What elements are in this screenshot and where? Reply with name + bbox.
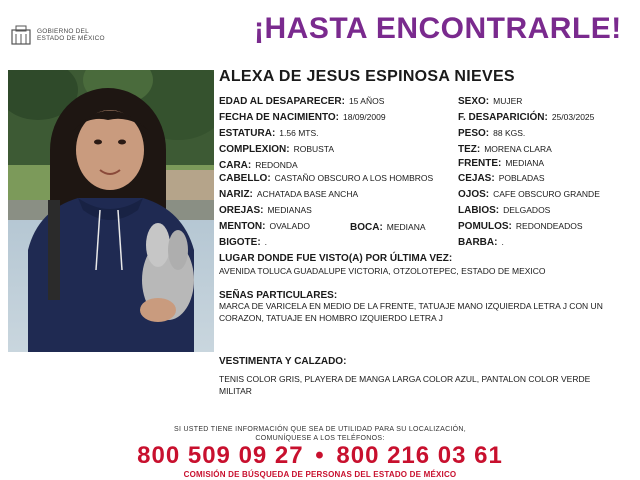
headline: ¡HASTA ENCONTRARLE! (254, 12, 622, 45)
field-edad (219, 96, 384, 107)
field-value: MUJER (493, 96, 523, 106)
field-value: MEDIANA (505, 158, 545, 168)
field-cejas (458, 173, 545, 184)
phone-numbers (0, 442, 640, 470)
field-boca (350, 222, 426, 233)
field-label: FECHA DE NACIMIENTO: (219, 112, 339, 123)
field-peso (458, 128, 525, 139)
logo-line-2: ESTADO DE MÉXICO (37, 35, 105, 42)
contact-note-line-2: COMUNÍQUESE A LOS TELÉFONOS: (255, 435, 385, 442)
logo-line-1: GOBIERNO DEL (37, 27, 89, 35)
field-value: REDONDA (255, 160, 298, 170)
field-value: MEDIANA (386, 222, 426, 232)
phone-number-2[interactable]: 800 216 03 61 (336, 442, 503, 469)
field-label: SEXO: (458, 96, 490, 107)
field-cabello (219, 173, 433, 184)
field-pomulos (458, 221, 582, 232)
field-bigote (219, 237, 267, 248)
last-seen-title: LUGAR DONDE FUE VISTO(A) POR ÚLTIMA VEZ: (219, 253, 453, 264)
field-value: 15 AÑOS (348, 96, 385, 106)
field-complexion (219, 144, 334, 155)
field-label: BOCA: (350, 222, 383, 233)
field-label: TEZ: (458, 144, 481, 155)
field-value: ACHATADA BASE ANCHA (256, 189, 359, 199)
field-value: ROBUSTA (293, 144, 335, 154)
field-label: CARA: (219, 160, 252, 171)
field-label: PESO: (458, 128, 490, 139)
field-value: . (501, 237, 504, 247)
logo-text (37, 28, 105, 43)
field-estatura (219, 128, 319, 139)
field-label: OREJAS: (219, 205, 264, 216)
field-value: DELGADOS (503, 205, 551, 215)
particular-marks-text: MARCA DE VARICELA EN MEDIO DE LA FRENTE, TATUAJE MANO IZQUIERDA LETRA J CON UN CORAZON, TATUAJE EN HOMBRO IZQUIERDO LETRA J (219, 301, 603, 323)
field-label: F. DESAPARICIÓN: (458, 112, 548, 123)
field-value: CASTAÑO OBSCURO A LOS HOMBROS (274, 173, 434, 183)
field-label: BARBA: (458, 237, 498, 248)
field-label: OJOS: (458, 189, 490, 200)
field-value: . (264, 237, 268, 247)
field-label: LABIOS: (458, 205, 500, 216)
field-nariz (219, 189, 358, 200)
particular-marks-title: SEÑAS PARTICULARES: (219, 290, 338, 301)
state-emblem-icon (10, 24, 32, 46)
person-photo (8, 70, 214, 352)
field-label: FRENTE: (458, 158, 502, 169)
field-label: ESTATURA: (219, 128, 276, 139)
field-barba (458, 237, 504, 248)
commission-name: COMISIÓN DE BÚSQUEDA DE PERSONAS DEL ESTADO DE MÉXICO (183, 470, 457, 479)
phone-number-1[interactable]: 800 509 09 27 (137, 442, 304, 469)
field-label: CABELLO: (219, 173, 271, 184)
field-label: POMULOS: (458, 221, 512, 232)
field-value: MEDIANAS (267, 205, 312, 215)
field-nacimiento (219, 112, 386, 123)
field-label: BIGOTE: (219, 237, 261, 248)
field-value: MORENA CLARA (484, 144, 552, 154)
field-value: 1.56 MTS. (279, 128, 319, 138)
field-labios (458, 205, 550, 216)
phone-separator: • (315, 442, 325, 469)
field-orejas (219, 205, 312, 216)
field-ojos (458, 189, 600, 200)
contact-note-line-1: SI USTED TIENE INFORMACIÓN QUE SEA DE UTILIDAD PARA SU LOCALIZACIÓN, (173, 426, 467, 433)
field-value: 25/03/2025 (551, 112, 595, 122)
field-tez (458, 144, 552, 155)
field-menton (219, 221, 310, 232)
field-label: CEJAS: (458, 173, 495, 184)
field-label: EDAD AL DESAPARECER: (219, 96, 345, 107)
field-label: NARIZ: (219, 189, 253, 200)
field-value: 88 KGS. (493, 128, 526, 138)
clothing-title: VESTIMENTA Y CALZADO: (219, 356, 347, 367)
field-value: POBLADAS (498, 173, 545, 183)
field-label: COMPLEXION: (219, 144, 290, 155)
field-cara (219, 160, 298, 171)
field-value: REDONDEADOS (515, 221, 583, 231)
field-desaparicion (458, 112, 594, 123)
clothing-text: TENIS COLOR GRIS, PLAYERA DE MANGA LARGA COLOR AZUL, PANTALON COLOR VERDE MILITAR (219, 374, 591, 396)
field-label: MENTON: (219, 221, 266, 232)
field-value: CAFE OBSCURO GRANDE (493, 189, 600, 199)
last-seen-text: AVENIDA TOLUCA GUADALUPE VICTORIA, OTZOLOTEPEC, ESTADO DE MEXICO (219, 266, 546, 276)
state-government-logo (10, 22, 130, 48)
field-value: OVALADO (269, 221, 310, 231)
field-sexo (458, 96, 522, 107)
field-frente (458, 158, 544, 169)
person-name: ALEXA DE JESUS ESPINOSA NIEVES (219, 68, 515, 85)
field-value: 18/09/2009 (343, 112, 386, 122)
